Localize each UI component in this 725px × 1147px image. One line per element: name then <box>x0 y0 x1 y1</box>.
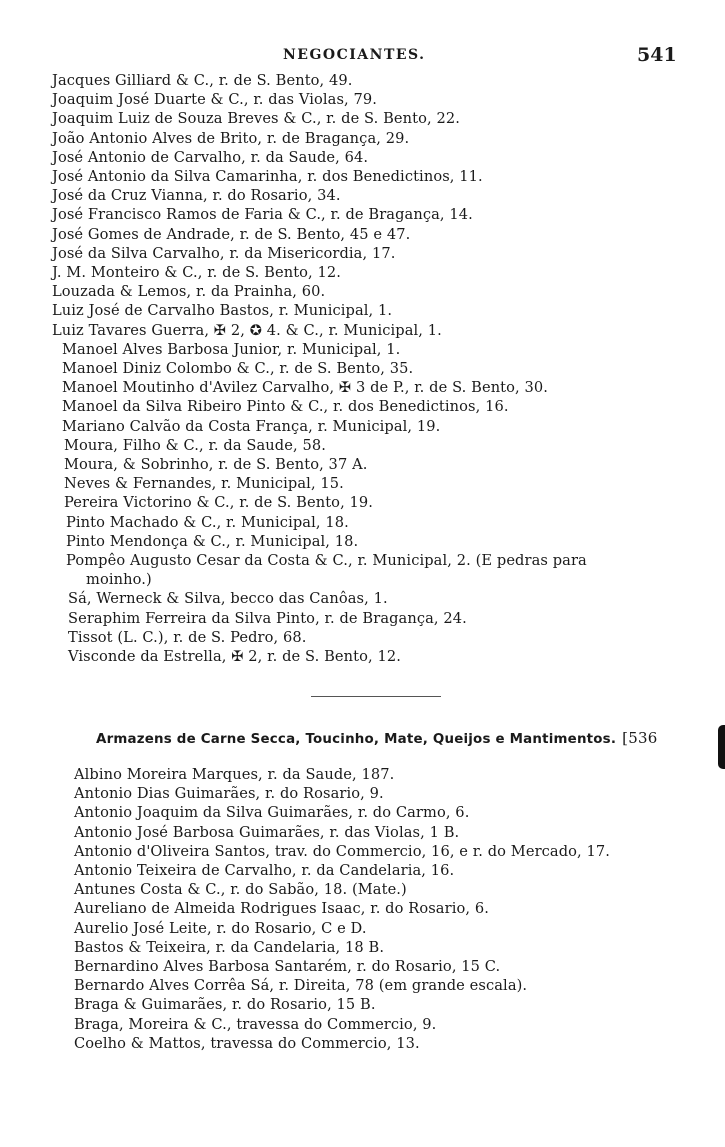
list-item: Luiz José de Carvalho Bastos, r. Municipal, 1. <box>52 302 393 320</box>
list-item: Bastos & Teixeira, r. da Candelaria, 18 B. <box>74 938 385 956</box>
list-item: José da Cruz Vianna, r. do Rosario, 34. <box>52 187 341 205</box>
list-item: Mariano Calvão da Costa França, r. Municipal, 19. <box>62 417 441 435</box>
list-item: Antonio d'Oliveira Santos, trav. do Commercio, 16, e r. do Mercado, 17. <box>74 842 611 860</box>
list-item: Aureliano de Almeida Rodrigues Isaac, r. do Rosario, 6. <box>74 900 489 918</box>
list-item: Aurelio José Leite, r. do Rosario, C e D. <box>74 919 367 937</box>
page-number: 541 <box>637 44 677 66</box>
list-item: José Antonio da Silva Camarinha, r. dos Benedictinos, 11. <box>52 168 483 186</box>
list-item: Tissot (L. C.), r. de S. Pedro, 68. <box>68 628 307 646</box>
list-item: José Francisco Ramos de Faria & C., r. de Bragança, 14. <box>52 206 473 224</box>
list-item: Antonio Joaquim da Silva Guimarães, r. do Carmo, 6. <box>74 804 470 822</box>
list-item: Antonio Teixeira de Carvalho, r. da Candelaria, 16. <box>74 862 455 880</box>
list-item: Moura, Filho & C., r. da Saude, 58. <box>64 436 326 454</box>
header-title: NEGOCIANTES. <box>283 47 426 63</box>
list-item: Moura, & Sobrinho, r. de S. Bento, 37 A. <box>64 456 368 474</box>
list-item: Joaquim José Duarte & C., r. das Violas, 79. <box>52 91 378 109</box>
list-item: Manoel Moutinho d'Avilez Carvalho, ✠ 3 de P., r. de S. Bento, 30. <box>62 379 549 397</box>
list-item: Bernardino Alves Barbosa Santarém, r. do Rosario, 15 C. <box>74 958 501 976</box>
list-item: Manoel da Silva Ribeiro Pinto & C., r. dos Benedictinos, 16. <box>62 398 509 416</box>
list-item: Sá, Werneck & Silva, becco das Canôas, 1. <box>68 590 388 608</box>
list-item: Pinto Machado & C., r. Municipal, 18. <box>66 513 349 531</box>
section-divider <box>311 696 441 697</box>
list-item: Pompêo Augusto Cesar da Costa & C., r. Municipal, 2. (E pedras para <box>66 552 587 570</box>
list-item: Jacques Gilliard & C., r. de S. Bento, 49. <box>52 72 353 89</box>
list-item-continuation: moinho.) <box>86 571 152 589</box>
list-item: Pereira Victorino & C., r. de S. Bento, 19. <box>64 494 374 512</box>
armazens-list <box>74 765 694 1053</box>
list-item: João Antonio Alves de Brito, r. de Bragança, 29. <box>52 129 410 147</box>
section-heading <box>96 729 657 747</box>
list-item: Luiz Tavares Guerra, ✠ 2, ✪ 4. & C., r. Municipal, 1. <box>52 321 442 339</box>
list-item: José da Silva Carvalho, r. da Misericordia, 17. <box>52 244 396 262</box>
list-item: J. M. Monteiro & C., r. de S. Bento, 12. <box>52 264 342 282</box>
section-title: Armazens de Carne Secca, Toucinho, Mate, Queijos e Mantimentos. <box>96 732 617 747</box>
list-item: Braga & Guimarães, r. do Rosario, 15 B. <box>74 996 376 1014</box>
page-edge-mark <box>718 725 725 769</box>
list-item: Coelho & Mattos, travessa do Commercio, 13. <box>74 1034 420 1052</box>
list-item: Manoel Alves Barbosa Junior, r. Municipal, 1. <box>62 340 401 358</box>
list-item: Seraphim Ferreira da Silva Pinto, r. de Bragança, 24. <box>68 609 467 627</box>
section-cross-reference: [536 <box>622 729 658 747</box>
list-item: José Antonio de Carvalho, r. da Saude, 64. <box>52 148 369 166</box>
list-item: Louzada & Lemos, r. da Prainha, 60. <box>52 283 326 301</box>
running-header <box>0 44 725 69</box>
list-item: Neves & Fernandes, r. Municipal, 15. <box>64 475 344 493</box>
list-item: Bernardo Alves Corrêa Sá, r. Direita, 78 (em grande escala). <box>74 977 528 995</box>
list-item: Pinto Mendonça & C., r. Municipal, 18. <box>66 532 359 550</box>
list-item: Braga, Moreira & C., travessa do Commercio, 9. <box>74 1015 437 1033</box>
list-item: Antunes Costa & C., r. do Sabão, 18. (Mate.) <box>74 881 407 899</box>
list-item: José Gomes de Andrade, r. de S. Bento, 45 e 47. <box>52 225 411 243</box>
list-item: Albino Moreira Marques, r. da Saude, 187. <box>74 766 395 783</box>
list-item: Manoel Diniz Colombo & C., r. de S. Bento, 35. <box>62 360 414 378</box>
list-item: Antonio José Barbosa Guimarães, r. das Violas, 1 B. <box>74 823 460 841</box>
list-item: Visconde da Estrella, ✠ 2, r. de S. Bento, 12. <box>68 648 401 666</box>
negociantes-list <box>52 71 702 666</box>
list-item: Joaquim Luiz de Souza Breves & C., r. de S. Bento, 22. <box>52 110 460 128</box>
list-item: Antonio Dias Guimarães, r. do Rosario, 9. <box>74 785 384 803</box>
